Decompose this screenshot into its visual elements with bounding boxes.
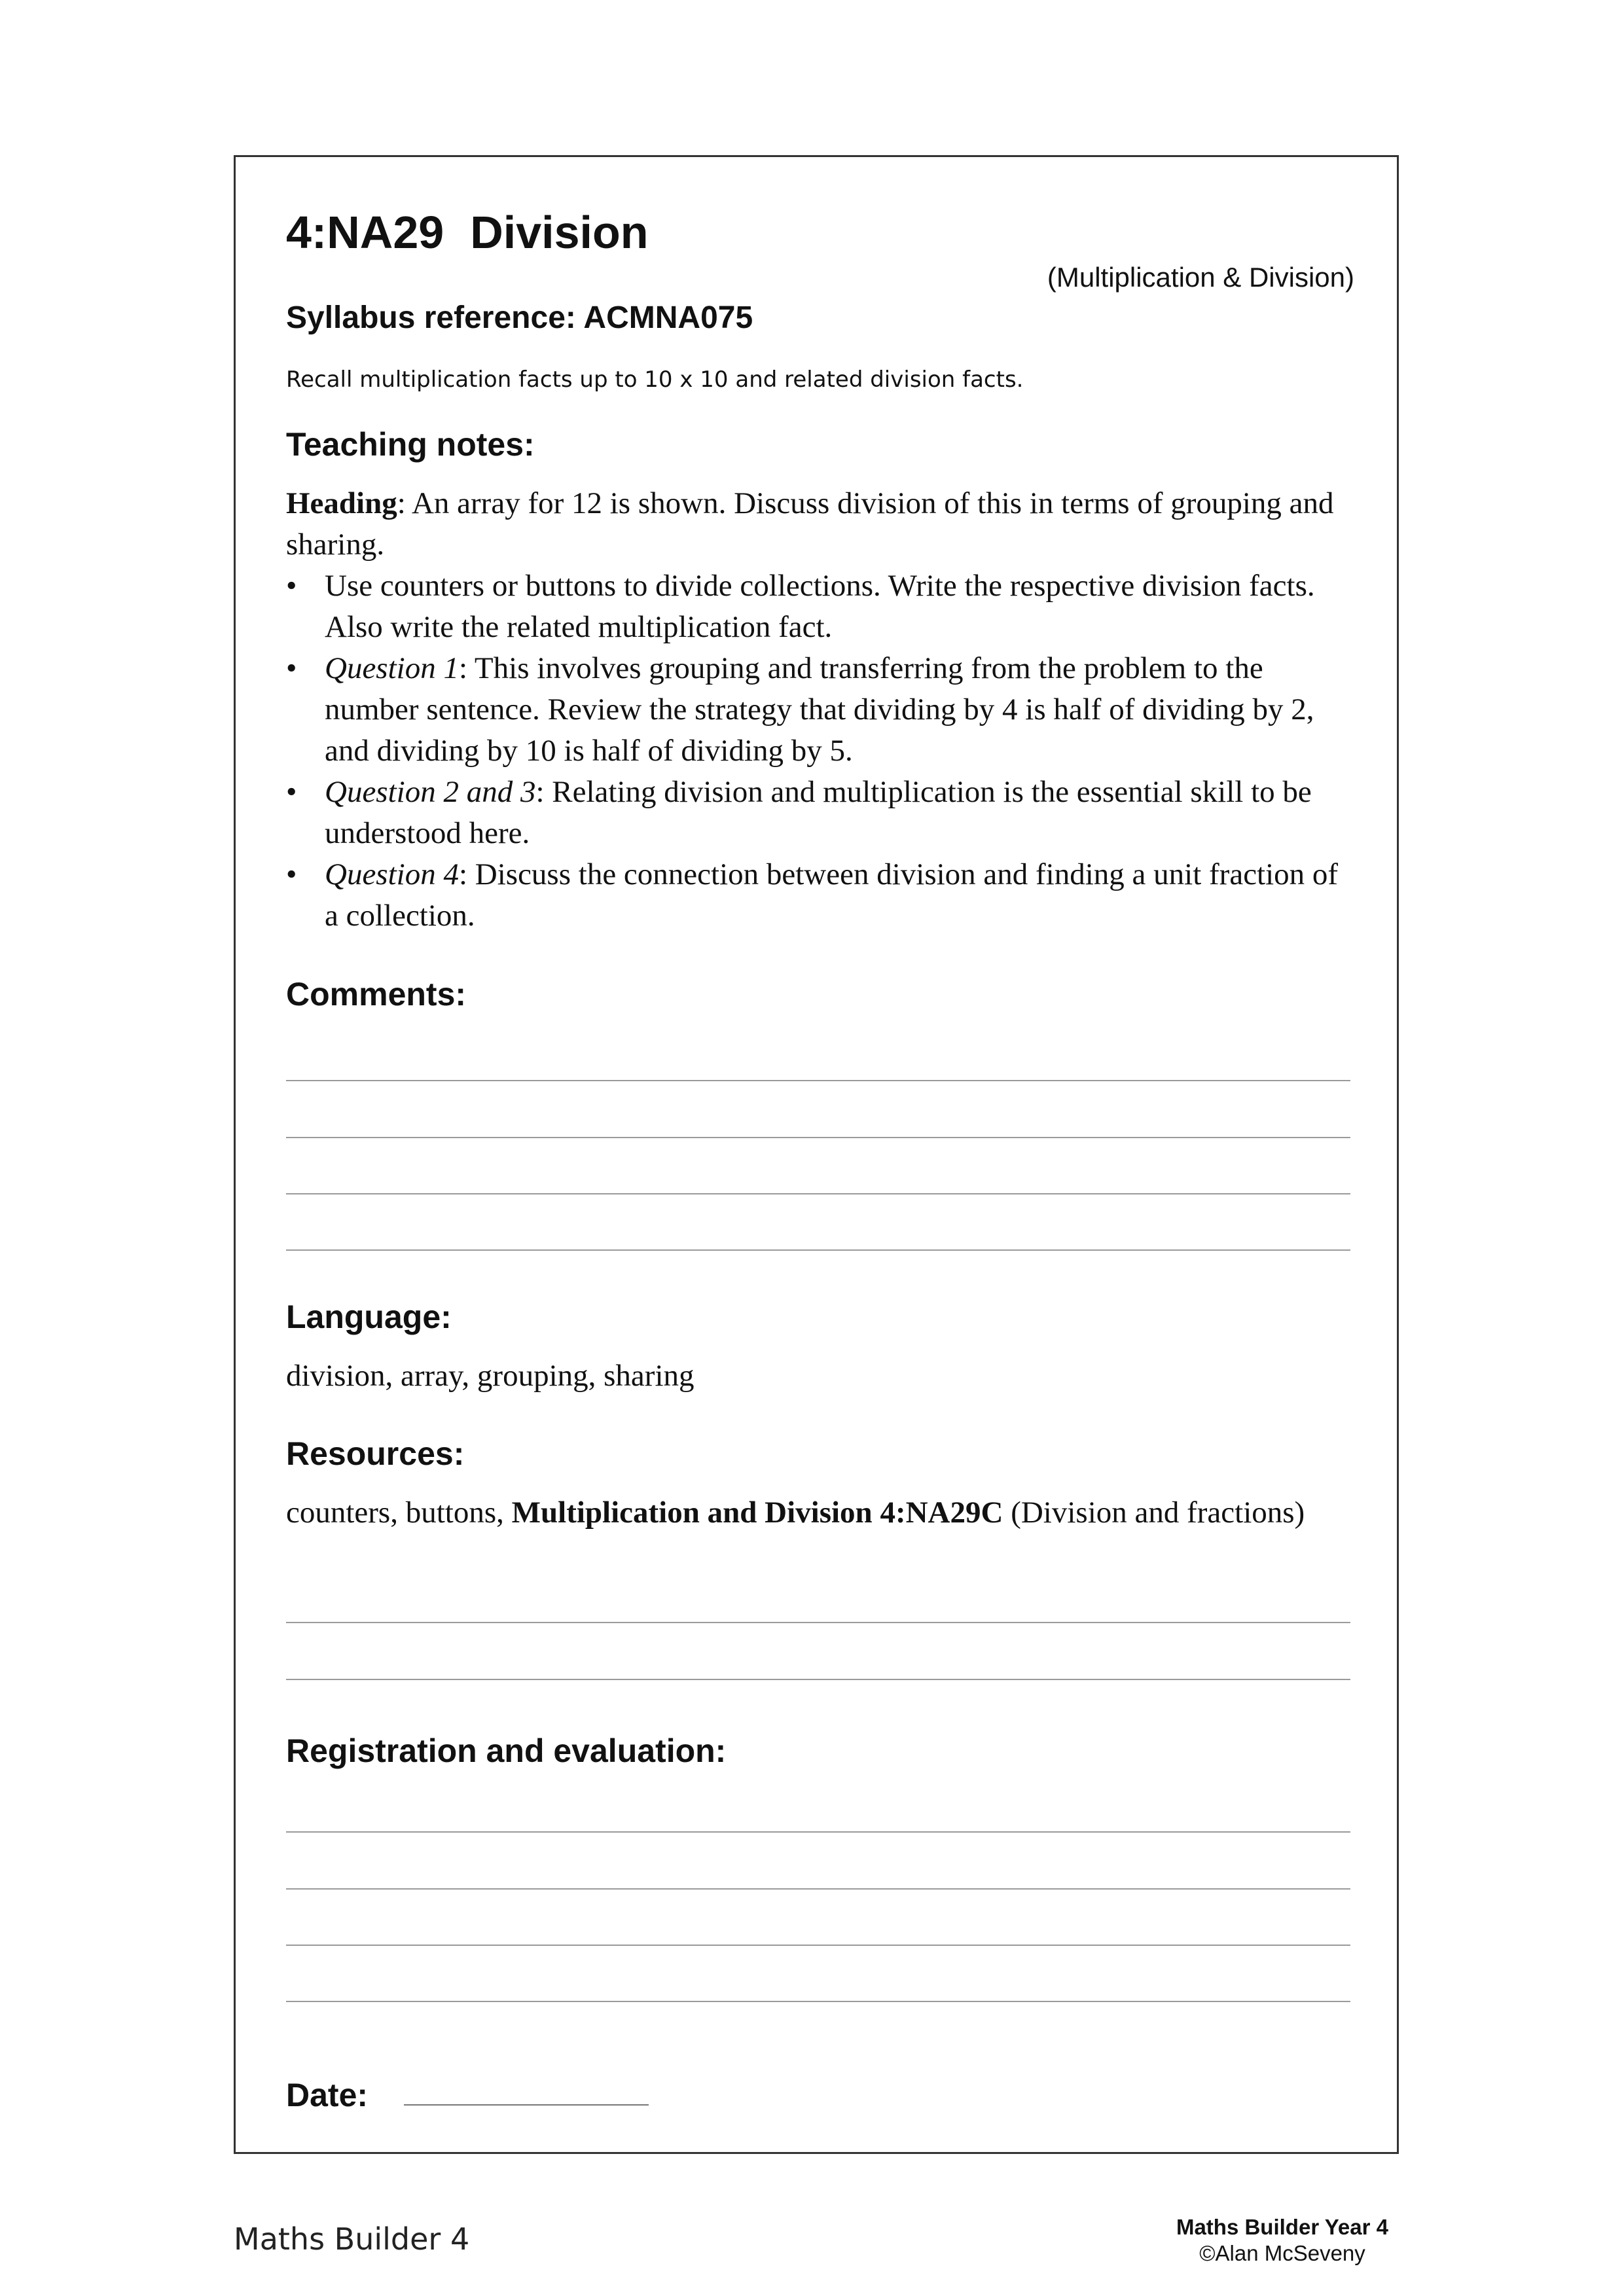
intro-bold: Heading	[286, 486, 397, 520]
footer-left: Maths Builder 4	[234, 2221, 470, 2257]
registration-line	[286, 1888, 1350, 1890]
teaching-notes-body	[286, 483, 1353, 937]
syllabus-reference: Syllabus reference: ACMNA075	[286, 300, 753, 335]
date-line	[404, 2104, 649, 2106]
language-heading: Language:	[286, 1299, 452, 1335]
item-label: Question 1	[325, 651, 459, 685]
registration-line	[286, 1831, 1350, 1833]
bullet: •	[286, 857, 297, 891]
resources-line	[286, 1679, 1350, 1680]
teaching-notes-intro	[286, 483, 1353, 565]
bullet: •	[286, 651, 297, 685]
list-item	[286, 565, 1353, 648]
intro-text: : An array for 12 is shown. Discuss division of this in terms of grouping and sharing.	[286, 486, 1334, 562]
registration-line	[286, 2001, 1350, 2002]
registration-heading: Registration and evaluation:	[286, 1732, 727, 1769]
footer-right	[1176, 2215, 1388, 2266]
registration-line	[286, 1945, 1350, 1946]
resources-line	[286, 1622, 1350, 1623]
list-item	[286, 854, 1353, 937]
item-text: Use counters or buttons to divide collections. Write the respective division facts. Also write the related multiplication fact.	[325, 569, 1315, 644]
syllabus-description: Recall multiplication facts up to 10 x 10 and related division facts.	[286, 367, 1024, 393]
list-item	[286, 648, 1353, 772]
resources-heading: Resources:	[286, 1435, 465, 1472]
teaching-notes-list	[286, 565, 1353, 937]
resources-text-bold: Multiplication and Division 4:NA29C	[511, 1496, 1003, 1530]
comments-line	[286, 1249, 1350, 1251]
comments-line	[286, 1137, 1350, 1138]
date-label: Date:	[286, 2077, 369, 2113]
comments-line	[286, 1080, 1350, 1081]
item-label: Question 2 and 3	[325, 775, 536, 809]
item-text: : Discuss the connection between division and finding a unit fraction of a collection.	[325, 857, 1339, 933]
bullet: •	[286, 775, 297, 809]
comments-line	[286, 1193, 1350, 1194]
item-text: : This involves grouping and transferring from the problem to the number sentence. Review the strategy that dividing by 4 is half of dividing by 2, and dividing by 10 is half of dividing by 5.	[325, 651, 1314, 768]
footer-copyright: ©Alan McSeveny	[1199, 2241, 1365, 2265]
bullet: •	[286, 569, 297, 603]
footer-right-title: Maths Builder Year 4	[1176, 2215, 1388, 2239]
resources-text	[286, 1492, 1353, 1534]
lesson-title: Division	[470, 207, 649, 258]
teaching-notes-heading: Teaching notes:	[286, 426, 535, 463]
page-title	[286, 206, 649, 259]
language-text: division, array, grouping, sharing	[286, 1359, 695, 1393]
item-text: : Relating division and multiplication is the essential skill to be understood here.	[325, 775, 1312, 850]
strand-label: (Multiplication & Division)	[1047, 262, 1354, 293]
lesson-code: 4:NA29	[286, 207, 444, 258]
item-label: Question 4	[325, 857, 459, 891]
comments-heading: Comments:	[286, 976, 467, 1013]
resources-text-before: counters, buttons,	[286, 1496, 512, 1530]
list-item	[286, 772, 1353, 854]
resources-text-after: (Division and fractions)	[1003, 1496, 1305, 1530]
